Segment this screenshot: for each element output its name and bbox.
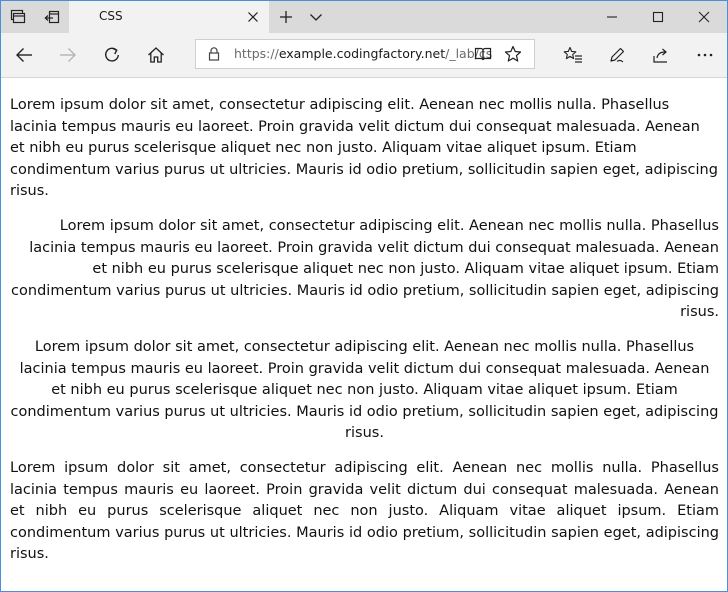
url-host: example.codingfactory.net <box>278 46 446 61</box>
url-path: /_lab/cs <box>445 46 493 61</box>
paragraph-left-aligned: Lorem ipsum dolor sit amet, consectetur adipiscing elit. Aenean nec mollis nulla. Phasellus lacinia tempus mauris eu laoreet. Proin gravida velit dictum dui consequat malesuada. Aenean et nibh eu purus scelerisque aliquet nec non justo. Aliquam vitae aliquet ipsum. Etiam condimentum varius purus ut ultricies. Mauris id odio pretium, sollicitudin sapien eget, adipiscing risus. <box>10 97 718 200</box>
tab-bar <box>1 1 727 33</box>
lock-icon[interactable] <box>206 46 222 62</box>
page-content <box>10 95 719 579</box>
maximize-icon[interactable] <box>635 1 681 33</box>
share-icon[interactable] <box>639 33 683 77</box>
paragraph-justified: Lorem ipsum dolor sit amet, consectetur adipiscing elit. Aenean nec mollis nulla. Phasellus lacinia tempus mauris eu laoreet. Proin gravida velit dictum dui consequat malesuada. Aenean et nibh eu purus scelerisque aliquet nec non justo. Aliquam vitae aliquet ipsum. Etiam condimentum varius purus ut ultricies. Mauris id odio pretium, sollicitudin sapien eget, adipiscing risus. <box>10 459 719 563</box>
refresh-icon[interactable] <box>90 33 134 77</box>
paragraph-center-aligned: Lorem ipsum dolor sit amet, consectetur adipiscing elit. Aenean nec mollis nulla. Phasellus lacinia tempus mauris eu laoreet. Proin gravida velit dictum dui consequat malesuada. Aenean et nibh eu purus scelerisque aliquet nec non justo. Aliquam vitae aliquet ipsum. Etiam condimentum varius purus ut ultricies. Mauris id odio pretium, sollicitudin sapien eget, adipiscing risus. <box>10 338 719 442</box>
book-icon[interactable] <box>472 44 494 64</box>
close-icon[interactable] <box>681 1 727 33</box>
tab-title: CSS <box>99 9 123 23</box>
url-text[interactable] <box>234 46 493 61</box>
star-icon[interactable] <box>502 44 524 64</box>
tab-manager-icon[interactable] <box>1 1 35 33</box>
home-icon[interactable] <box>134 33 178 77</box>
pen-icon[interactable] <box>595 33 639 77</box>
minimize-icon[interactable] <box>589 1 635 33</box>
address-bar[interactable] <box>195 39 535 69</box>
tab-css[interactable] <box>69 1 269 33</box>
back-arrow-icon[interactable] <box>2 33 46 77</box>
favorites-list-icon[interactable] <box>551 33 595 77</box>
more-icon[interactable] <box>683 33 727 77</box>
url-scheme: https:// <box>234 46 279 61</box>
paragraph-right-aligned: Lorem ipsum dolor sit amet, consectetur adipiscing elit. Aenean nec mollis nulla. Phasellus lacinia tempus mauris eu laoreet. Proin gravida velit dictum dui consequat malesuada. Aenean et nibh eu purus scelerisque aliquet nec non justo. Aliquam vitae aliquet ipsum. Etiam condimentum varius purus ut ultricies. Mauris id odio pretium, sollicitudin sapien eget, adipiscing risus. <box>11 217 719 321</box>
navigation-bar <box>1 33 727 78</box>
plus-icon[interactable] <box>269 1 303 33</box>
forward-arrow-icon[interactable] <box>46 33 90 77</box>
chevron-down-icon[interactable] <box>299 1 333 33</box>
close-icon[interactable] <box>243 7 263 27</box>
set-aside-tabs-icon[interactable] <box>35 1 69 33</box>
